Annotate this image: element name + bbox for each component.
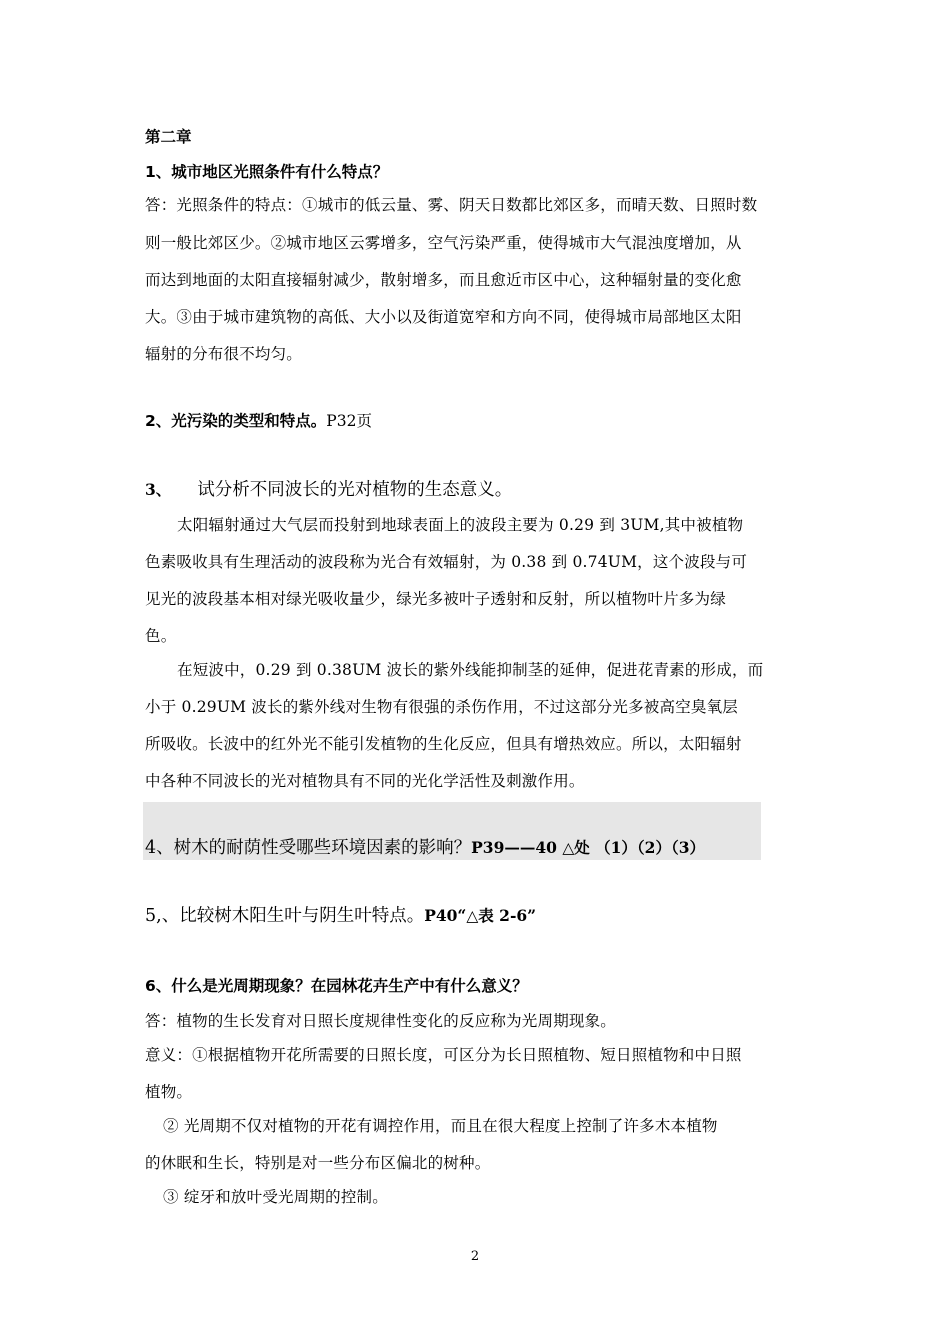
- answer-6-line-5: 的休眠和生长，特别是对一些分布区偏北的树种。: [145, 1154, 491, 1172]
- question-2: [145, 411, 372, 431]
- answer-3-line-3: 见光的波段基本相对绿光吸收量少，绿光多被叶子透射和反射，所以植物叶片多为绿: [145, 590, 726, 608]
- answer-3-line-6: 小于 0.29UM 波长的紫外线对生物有很强的杀伤作用，不过这部分光多被高空臭氧层: [145, 698, 739, 716]
- question-6: 6、什么是光周期现象？在园林花卉生产中有什么意义？: [145, 977, 528, 995]
- answer-1-line-3: 而达到地面的太阳直接辐射减少，散射增多，而且愈近市区中心，这种辐射量的变化愈: [145, 271, 742, 289]
- question-4-text: 4、树木的耐荫性受哪些环境因素的影响？: [145, 838, 472, 858]
- answer-3-line-5: 在短波中，0.29 到 0.38UM 波长的紫外线能抑制茎的延伸，促进花青素的形成，而: [177, 661, 764, 679]
- question-3-text: 试分析不同波长的光对植物的生态意义。: [197, 480, 513, 500]
- answer-1-line-5: 辐射的分布很不均匀。: [145, 345, 303, 363]
- page-number: 2: [470, 1249, 480, 1264]
- answer-3-line-4: 色。: [145, 627, 177, 645]
- question-5-text: 5,、比较树木阳生叶与阴生叶特点。: [145, 906, 425, 926]
- question-1: 1、城市地区光照条件有什么特点？: [145, 163, 389, 181]
- answer-1-line-1: 答：光照条件的特点：①城市的低云量、雾、阴天日数都比郊区多，而晴天数、日照时数: [145, 196, 758, 214]
- answer-1-line-4: 大。③由于城市建筑物的高低、大小以及街道宽窄和方向不同，使得城市局部地区太阳: [145, 308, 742, 326]
- answer-6-line-3: 植物。: [145, 1083, 193, 1101]
- question-3: [145, 480, 512, 500]
- question-4: [145, 838, 705, 858]
- answer-6-line-1: 答：植物的生长发育对日照长度规律性变化的反应称为光周期现象。: [145, 1012, 617, 1030]
- question-2-ref: P32页: [326, 412, 372, 430]
- question-5: [145, 906, 536, 926]
- answer-3-line-2: 色素吸收具有生理活动的波段称为光合有效辐射，为 0.38 到 0.74UM，这个波段与可: [145, 553, 748, 571]
- answer-6-line-4: ② 光周期不仅对植物的开花有调控作用，而且在很大程度上控制了许多木本植物: [163, 1117, 718, 1135]
- question-4-ref: P39——40 △处 （1）（2）（3）: [471, 838, 706, 857]
- question-3-number: 3、: [145, 480, 172, 499]
- question-2-text: 2、光污染的类型和特点。: [145, 412, 327, 430]
- chapter-heading: 第二章: [145, 127, 192, 146]
- answer-3-line-1: 太阳辐射通过大气层而投射到地球表面上的波段主要为 0.29 到 3UM,其中被植物: [177, 516, 744, 534]
- answer-3-line-8: 中各种不同波长的光对植物具有不同的光化学活性及刺激作用。: [145, 772, 585, 790]
- answer-1-line-2: 则一般比郊区少。②城市地区云雾增多，空气污染严重，使得城市大气混浊度增加，从: [145, 234, 742, 252]
- answer-6-line-2: 意义：①根据植物开花所需要的日照长度，可区分为长日照植物、短日照植物和中日照: [145, 1046, 742, 1064]
- answer-3-line-7: 所吸收。长波中的红外光不能引发植物的生化反应，但具有增热效应。所以，太阳辐射: [145, 735, 742, 753]
- answer-6-line-6: ③ 绽牙和放叶受光周期的控制。: [163, 1188, 388, 1206]
- question-5-ref: P40“△表 2-6”: [424, 906, 537, 925]
